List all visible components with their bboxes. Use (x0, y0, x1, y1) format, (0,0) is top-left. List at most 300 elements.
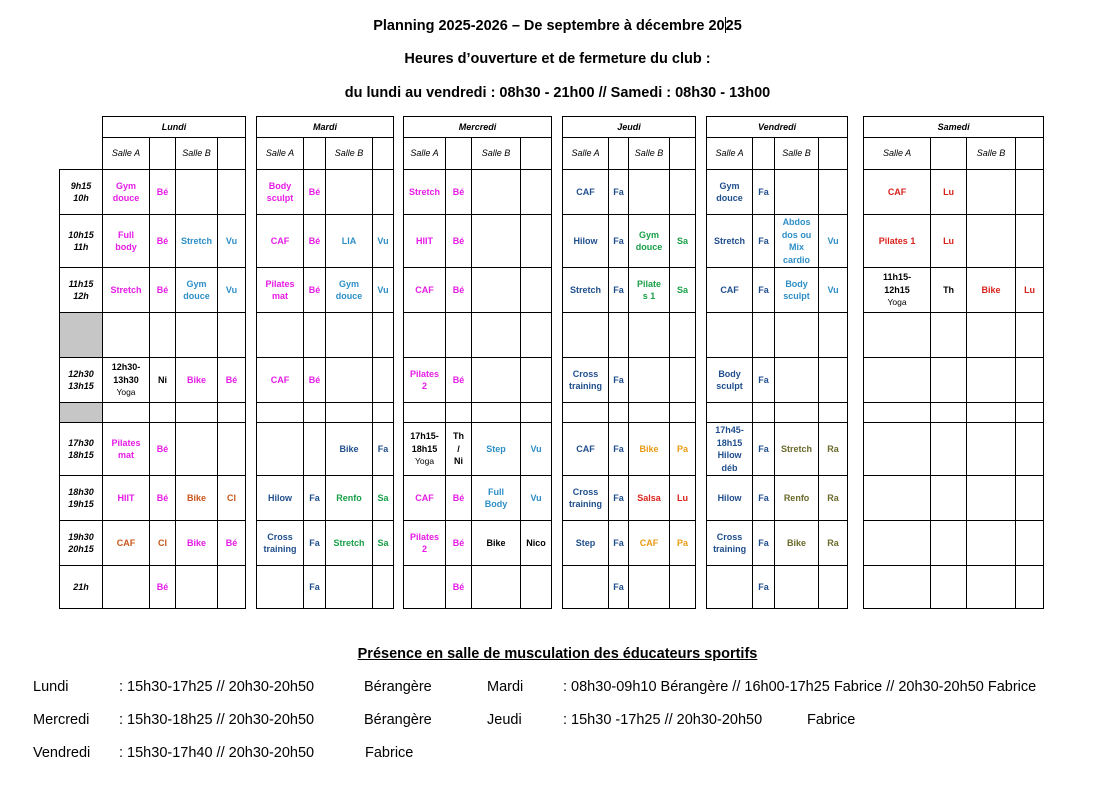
coach-initials: Fa (613, 284, 624, 295)
coach-cell (753, 313, 775, 358)
class-cell (472, 268, 521, 313)
coach-initials: Bé (308, 235, 321, 246)
class-cell (176, 476, 218, 521)
coach-initials: Fa (309, 492, 320, 503)
coach-cell (446, 521, 472, 566)
class-note: Yoga (414, 456, 435, 467)
class-cell (176, 521, 218, 566)
class-name: Bike (639, 443, 659, 454)
coach-cell (304, 521, 326, 566)
coach-header (670, 138, 696, 170)
class-cell (257, 476, 304, 521)
class-name: Stretch (570, 284, 602, 295)
coach-cell (521, 170, 552, 215)
class-name: Body sculpt (783, 278, 810, 301)
column-gap (394, 313, 404, 358)
column-gap (552, 138, 563, 170)
column-gap (696, 358, 707, 403)
class-cell (472, 521, 521, 566)
class-name: Cross training (713, 531, 747, 554)
class-name: Renfo (783, 492, 810, 503)
coach-initials: Fa (758, 284, 769, 295)
class-name: Bike (787, 537, 807, 548)
class-cell (176, 423, 218, 476)
coach-cell (609, 476, 629, 521)
column-gap (696, 566, 707, 609)
class-cell (326, 403, 373, 423)
coach-initials: Vu (530, 443, 542, 454)
coach-initials: Ni (158, 374, 167, 385)
class-cell (257, 521, 304, 566)
column-gap (848, 117, 864, 138)
coach-cell (218, 215, 246, 268)
coach-cell (753, 358, 775, 403)
column-gap (848, 566, 864, 609)
presence-hours-lundi: : 15h30-17h25 // 20h30-20h50 (119, 679, 315, 695)
coach-initials: Nico (526, 537, 546, 548)
coach-cell (150, 358, 176, 403)
column-gap (246, 117, 257, 138)
time-slot: 17h30 18h15 (60, 423, 103, 476)
column-gap (848, 521, 864, 566)
coach-initials: Bé (452, 235, 465, 246)
coach-cell (1016, 521, 1044, 566)
class-name: CAF (639, 537, 659, 548)
coach-cell (373, 521, 394, 566)
class-name: Gym douce (112, 180, 140, 203)
class-name: Bike (981, 284, 1001, 295)
class-cell (629, 358, 670, 403)
presence-title: Présence en salle de musculation des éducateurs sportifs (357, 646, 758, 662)
column-gap (696, 521, 707, 566)
column-gap (848, 313, 864, 358)
time-slot: 12h30 13h15 (60, 358, 103, 403)
coach-cell (373, 358, 394, 403)
class-name: CAF (415, 492, 434, 503)
class-cell (472, 403, 521, 423)
coach-cell (521, 423, 552, 476)
column-gap (552, 313, 563, 358)
class-cell (257, 313, 304, 358)
class-cell (404, 423, 446, 476)
coach-header (1016, 138, 1044, 170)
coach-cell (931, 358, 967, 403)
class-name: Cross training (263, 531, 297, 554)
class-cell (775, 423, 819, 476)
column-gap (552, 403, 563, 423)
class-cell (404, 403, 446, 423)
class-name: CAF (270, 235, 290, 246)
coach-initials: Bé (156, 443, 169, 454)
coach-cell (1016, 313, 1044, 358)
coach-cell (373, 476, 394, 521)
class-name: 12h30- 13h30 (111, 362, 141, 385)
salle-a-header: Salle A (257, 138, 304, 170)
coach-cell (150, 423, 176, 476)
column-gap (552, 423, 563, 476)
coach-cell (609, 566, 629, 609)
coach-header (819, 138, 848, 170)
coach-initials: Pa (677, 443, 689, 454)
coach-cell (218, 170, 246, 215)
presence-hours-mercredi: : 15h30-18h25 // 20h30-20h50 (119, 712, 315, 728)
class-cell (775, 476, 819, 521)
column-gap (394, 215, 404, 268)
presence-day-mardi: Mardi (487, 679, 524, 695)
class-name: CAF (576, 443, 595, 454)
column-gap (394, 566, 404, 609)
class-cell (472, 423, 521, 476)
coach-cell (150, 313, 176, 358)
column-gap (552, 521, 563, 566)
coach-header (150, 138, 176, 170)
class-cell (472, 476, 521, 521)
class-cell (629, 313, 670, 358)
class-cell (404, 521, 446, 566)
class-cell (864, 521, 931, 566)
class-cell (472, 170, 521, 215)
coach-initials: Bé (156, 235, 169, 246)
coach-cell (373, 313, 394, 358)
column-gap (246, 521, 257, 566)
presence-day-lundi: Lundi (33, 679, 69, 695)
coach-cell (1016, 215, 1044, 268)
coach-cell (373, 170, 394, 215)
class-cell (326, 566, 373, 609)
coach-cell (609, 170, 629, 215)
column-gap (552, 170, 563, 215)
coach-cell (753, 566, 775, 609)
coach-cell (304, 566, 326, 609)
class-cell (472, 215, 521, 268)
coach-cell (819, 476, 848, 521)
coach-cell (373, 215, 394, 268)
class-cell (864, 358, 931, 403)
time-slot (60, 403, 103, 423)
coach-initials: Ra (827, 492, 839, 503)
class-cell (775, 403, 819, 423)
class-cell (967, 403, 1016, 423)
salle-b-header: Salle B (967, 138, 1016, 170)
class-cell (103, 313, 150, 358)
corner-cell (60, 138, 103, 170)
coach-cell (446, 268, 472, 313)
coach-cell (150, 403, 176, 423)
class-cell (257, 566, 304, 609)
class-name: Cross training (569, 486, 603, 509)
column-gap (696, 476, 707, 521)
coach-cell (819, 358, 848, 403)
column-gap (246, 170, 257, 215)
class-name: Full body (115, 229, 137, 252)
coach-cell (521, 268, 552, 313)
coach-cell (609, 313, 629, 358)
coach-cell (521, 358, 552, 403)
column-gap (552, 268, 563, 313)
class-name: Full Body (484, 486, 508, 509)
coach-initials: Bé (156, 492, 169, 503)
class-cell (176, 170, 218, 215)
coach-cell (753, 215, 775, 268)
coach-cell (1016, 403, 1044, 423)
class-name: CAF (887, 186, 907, 197)
opening-hours-text: du lundi au vendredi : 08h30 - 21h00 // Samedi : 08h30 - 13h00 (344, 85, 771, 101)
coach-cell (609, 215, 629, 268)
class-cell (864, 268, 931, 313)
presence-who-lundi: Bérangère (364, 679, 432, 695)
class-cell (103, 476, 150, 521)
class-name: Body sculpt (266, 180, 294, 203)
opening-hours-heading: Heures d’ouverture et de fermeture du club : (404, 51, 711, 67)
class-name: Stretch (781, 443, 813, 454)
column-gap (394, 521, 404, 566)
class-name: Gym douce (716, 180, 743, 203)
coach-cell (1016, 476, 1044, 521)
coach-cell (670, 476, 696, 521)
coach-initials: Fa (613, 186, 624, 197)
class-cell (326, 313, 373, 358)
coach-cell (670, 358, 696, 403)
coach-cell (218, 566, 246, 609)
coach-initials: Lu (1024, 284, 1036, 295)
coach-cell (819, 268, 848, 313)
column-gap (246, 215, 257, 268)
column-gap (246, 313, 257, 358)
coach-initials: Vu (827, 284, 839, 295)
coach-cell (670, 423, 696, 476)
day-header-vendredi: Vendredi (707, 117, 848, 138)
class-cell (629, 521, 670, 566)
class-cell (103, 170, 150, 215)
class-cell (707, 170, 753, 215)
coach-cell (753, 521, 775, 566)
class-name: Stretch (110, 284, 142, 295)
class-cell (864, 423, 931, 476)
coach-initials: Vu (827, 235, 839, 246)
coach-cell (931, 215, 967, 268)
class-cell (707, 215, 753, 268)
column-gap (848, 170, 864, 215)
coach-initials: Fa (613, 581, 624, 592)
class-cell (967, 313, 1016, 358)
coach-cell (1016, 358, 1044, 403)
coach-cell (819, 566, 848, 609)
time-slot (60, 313, 103, 358)
coach-initials: Bé (452, 284, 465, 295)
class-cell (563, 566, 609, 609)
coach-cell (609, 521, 629, 566)
class-cell (707, 403, 753, 423)
class-cell (629, 566, 670, 609)
class-name: CAF (116, 537, 136, 548)
time-slot: 9h15 10h (60, 170, 103, 215)
coach-initials: Fa (613, 443, 624, 454)
day-header-mardi: Mardi (257, 117, 394, 138)
class-name: Stretch (409, 186, 441, 197)
class-name: Bike (486, 537, 506, 548)
salle-a-header: Salle A (707, 138, 753, 170)
column-gap (552, 215, 563, 268)
coach-initials: Fa (758, 443, 769, 454)
coach-cell (1016, 170, 1044, 215)
coach-initials: Lu (677, 492, 689, 503)
coach-cell (521, 566, 552, 609)
class-cell (563, 215, 609, 268)
class-cell (103, 268, 150, 313)
column-gap (246, 138, 257, 170)
column-gap (848, 138, 864, 170)
coach-cell (1016, 268, 1044, 313)
class-cell (563, 170, 609, 215)
class-cell (326, 423, 373, 476)
class-name: Pilates 2 (410, 531, 440, 554)
column-gap (848, 423, 864, 476)
presence-who-jeudi: Fabrice (807, 712, 856, 728)
page-title: Planning 2025-2026 – De septembre à décembre 2025 (373, 18, 742, 34)
coach-initials: Sa (377, 537, 389, 548)
column-gap (246, 268, 257, 313)
coach-header (446, 138, 472, 170)
table-row (60, 403, 1044, 423)
column-gap (552, 358, 563, 403)
class-cell (629, 423, 670, 476)
class-cell (326, 521, 373, 566)
coach-cell (1016, 423, 1044, 476)
class-cell (176, 358, 218, 403)
coach-cell (218, 403, 246, 423)
coach-cell (670, 313, 696, 358)
class-name: Pilates 2 (410, 368, 440, 391)
coach-initials: Bé (225, 537, 238, 548)
class-name: Pilates mat (265, 278, 295, 301)
class-cell (563, 476, 609, 521)
class-cell (629, 268, 670, 313)
class-cell (326, 476, 373, 521)
coach-header (218, 138, 246, 170)
class-name: Step (575, 537, 596, 548)
coach-cell (373, 423, 394, 476)
column-gap (696, 268, 707, 313)
coach-initials: Bé (452, 374, 465, 385)
class-name: CAF (720, 284, 739, 295)
class-name: Bike (339, 443, 359, 454)
coach-initials: Ra (827, 443, 839, 454)
coach-cell (446, 313, 472, 358)
coach-initials: Vu (377, 284, 389, 295)
class-name: CAF (270, 374, 290, 385)
coach-cell (446, 476, 472, 521)
coach-cell (304, 476, 326, 521)
class-cell (257, 170, 304, 215)
class-name: 11h15- 12h15 (883, 272, 912, 295)
coach-cell (521, 521, 552, 566)
class-cell (563, 403, 609, 423)
class-name: Gym douce (183, 278, 210, 301)
class-cell (176, 215, 218, 268)
class-cell (103, 566, 150, 609)
coach-cell (521, 476, 552, 521)
coach-cell (150, 170, 176, 215)
class-cell (864, 215, 931, 268)
coach-initials: Lu (943, 186, 955, 197)
coach-cell (304, 215, 326, 268)
coach-initials: Sa (677, 284, 689, 295)
coach-initials: Fa (613, 235, 624, 246)
salle-b-header: Salle B (326, 138, 373, 170)
class-cell (775, 313, 819, 358)
class-cell (707, 423, 753, 476)
class-cell (326, 358, 373, 403)
class-name: Gym douce (635, 229, 663, 252)
class-name: Bike (186, 537, 206, 548)
class-cell (775, 170, 819, 215)
class-cell (707, 476, 753, 521)
coach-header (753, 138, 775, 170)
coach-cell (521, 215, 552, 268)
class-cell (967, 358, 1016, 403)
coach-cell (521, 313, 552, 358)
table-row (60, 268, 1044, 313)
coach-cell (819, 313, 848, 358)
presence-who-vendredi: Fabrice (365, 745, 414, 761)
table-row (60, 566, 1044, 609)
column-gap (696, 313, 707, 358)
column-gap (696, 423, 707, 476)
class-cell (775, 521, 819, 566)
coach-cell (753, 423, 775, 476)
coach-cell (446, 423, 472, 476)
coach-cell (521, 403, 552, 423)
class-name: Stretch (333, 537, 365, 548)
coach-cell (609, 403, 629, 423)
coach-initials: Ra (827, 537, 839, 548)
class-cell (864, 170, 931, 215)
column-gap (848, 358, 864, 403)
coach-initials: Sa (677, 235, 689, 246)
coach-header (521, 138, 552, 170)
class-name: Salsa (637, 492, 661, 503)
class-cell (257, 268, 304, 313)
class-cell (967, 170, 1016, 215)
coach-cell (304, 358, 326, 403)
coach-initials: Vu (225, 235, 238, 246)
class-cell (775, 566, 819, 609)
coach-cell (931, 170, 967, 215)
class-name: HIIT (117, 492, 135, 503)
class-cell (326, 170, 373, 215)
class-cell (257, 358, 304, 403)
coach-cell (304, 170, 326, 215)
coach-initials: Fa (758, 537, 769, 548)
coach-cell (304, 313, 326, 358)
column-gap (848, 215, 864, 268)
coach-cell (304, 268, 326, 313)
coach-initials: Bé (452, 537, 465, 548)
class-cell (103, 423, 150, 476)
day-header-mercredi: Mercredi (404, 117, 552, 138)
coach-cell (304, 403, 326, 423)
coach-cell (670, 170, 696, 215)
column-gap (394, 117, 404, 138)
class-name: Body sculpt (716, 368, 743, 391)
schedule-table (59, 116, 1044, 609)
presence-day-jeudi: Jeudi (487, 712, 522, 728)
table-row (60, 170, 1044, 215)
class-cell (176, 268, 218, 313)
coach-initials: Bé (156, 284, 169, 295)
coach-initials: Vu (377, 235, 389, 246)
coach-initials: Cl (227, 492, 236, 503)
